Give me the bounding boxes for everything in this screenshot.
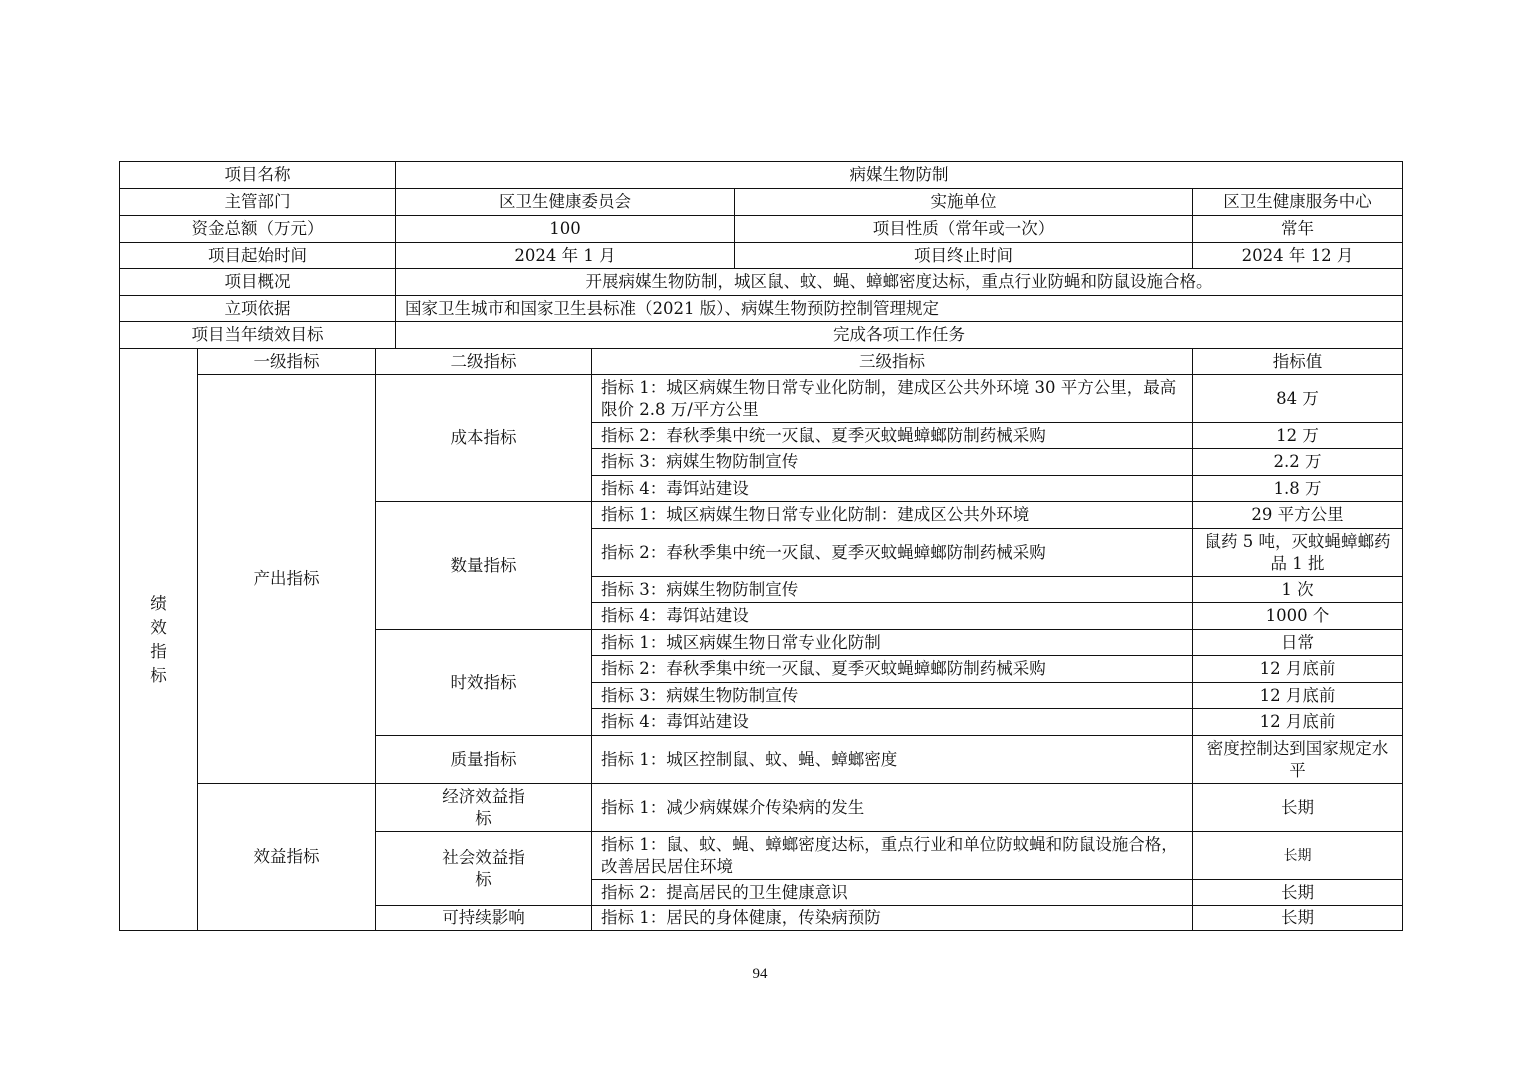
indicator-text: 指标 2：提高居民的卫生健康意识 xyxy=(592,880,1193,906)
indicator-value: 长期 xyxy=(1193,906,1403,931)
quality-indicator-label: 质量指标 xyxy=(376,736,592,784)
indicator-value: 长期 xyxy=(1193,784,1403,832)
indicator-text: 指标 4：毒饵站建设 xyxy=(592,709,1193,736)
impl-label: 实施单位 xyxy=(735,189,1193,216)
indicator-value: 12 月底前 xyxy=(1193,656,1403,683)
basis-row xyxy=(120,296,1403,322)
indicator-value: 密度控制达到国家规定水平 xyxy=(1193,736,1403,784)
dept-value: 区卫生健康委员会 xyxy=(396,189,735,216)
indicator-value: 84 万 xyxy=(1193,375,1403,423)
funds-value: 100 xyxy=(396,216,735,243)
performance-indicator-section-label: 绩效指标 xyxy=(120,349,198,931)
indicator-text: 指标 2：春秋季集中统一灭鼠、夏季灭蚊蝇蟑螂防制药械采购 xyxy=(592,656,1193,683)
indicator-value: 29 平方公里 xyxy=(1193,502,1403,529)
goal-row xyxy=(120,322,1403,349)
col-level3-header: 三级指标 xyxy=(592,349,1193,375)
dept-label: 主管部门 xyxy=(120,189,396,216)
start-value: 2024 年 1 月 xyxy=(396,243,735,269)
project-name-value: 病媒生物防制 xyxy=(396,162,1403,189)
col-value-header: 指标值 xyxy=(1193,349,1403,375)
table-row xyxy=(120,784,1403,832)
indicator-value: 12 月底前 xyxy=(1193,709,1403,736)
funds-row xyxy=(120,216,1403,243)
goal-label: 项目当年绩效目标 xyxy=(120,322,396,349)
indicator-value: 长期 xyxy=(1193,880,1403,906)
basis-value: 国家卫生城市和国家卫生县标准（2021 版）、病媒生物预防控制管理规定 xyxy=(396,296,1403,322)
basis-label: 立项依据 xyxy=(120,296,396,322)
cost-indicator-label: 成本指标 xyxy=(376,375,592,502)
overview-value: 开展病媒生物防制，城区鼠、蚊、蝇、蟑螂密度达标，重点行业防蝇和防鼠设施合格。 xyxy=(396,269,1403,296)
nature-value: 常年 xyxy=(1193,216,1403,243)
project-name-row xyxy=(120,162,1403,189)
nature-label: 项目性质（常年或一次） xyxy=(735,216,1193,243)
overview-row xyxy=(120,269,1403,296)
indicator-text: 指标 3：病媒生物防制宣传 xyxy=(592,577,1193,603)
quantity-indicator-label: 数量指标 xyxy=(376,502,592,630)
indicator-text: 指标 1：减少病媒媒介传染病的发生 xyxy=(592,784,1193,832)
indicator-text: 指标 2：春秋季集中统一灭鼠、夏季灭蚊蝇蟑螂防制药械采购 xyxy=(592,423,1193,449)
indicator-value: 12 月底前 xyxy=(1193,683,1403,709)
indicator-value: 2.2 万 xyxy=(1193,449,1403,476)
end-label: 项目终止时间 xyxy=(735,243,1193,269)
col-level1-header: 一级指标 xyxy=(198,349,376,375)
indicator-text: 指标 1：居民的身体健康，传染病预防 xyxy=(592,906,1193,931)
indicator-text: 指标 2：春秋季集中统一灭鼠、夏季灭蚊蝇蟑螂防制药械采购 xyxy=(592,529,1193,577)
economic-benefit-label: 经济效益指标 xyxy=(376,784,592,832)
timeliness-indicator-label: 时效指标 xyxy=(376,630,592,736)
period-row xyxy=(120,243,1403,269)
benefit-indicator-label: 效益指标 xyxy=(198,784,376,931)
indicator-value: 1 次 xyxy=(1193,577,1403,603)
indicator-text: 指标 4：毒饵站建设 xyxy=(592,476,1193,502)
indicator-value: 鼠药 5 吨，灭蚊蝇蟑螂药品 1 批 xyxy=(1193,529,1403,577)
indicator-value: 日常 xyxy=(1193,630,1403,656)
goal-value: 完成各项工作任务 xyxy=(396,322,1403,349)
project-performance-table xyxy=(119,161,1403,931)
funds-label: 资金总额（万元） xyxy=(120,216,396,243)
indicator-value: 12 万 xyxy=(1193,423,1403,449)
sustainable-impact-label: 可持续影响 xyxy=(376,906,592,931)
indicator-text: 指标 4：毒饵站建设 xyxy=(592,603,1193,630)
indicator-value: 长期 xyxy=(1193,832,1403,880)
indicator-text: 指标 1：鼠、蚊、蝇、蟑螂密度达标，重点行业和单位防蚊蝇和防鼠设施合格，改善居民居住环境 xyxy=(592,832,1193,880)
col-level2-header: 二级指标 xyxy=(376,349,592,375)
indicator-value: 1.8 万 xyxy=(1193,476,1403,502)
indicator-header-row xyxy=(120,349,1403,375)
indicator-value: 1000 个 xyxy=(1193,603,1403,630)
indicator-text: 指标 1：城区控制鼠、蚊、蝇、蟑螂密度 xyxy=(592,736,1193,784)
output-indicator-label: 产出指标 xyxy=(198,375,376,784)
indicator-text: 指标 3：病媒生物防制宣传 xyxy=(592,449,1193,476)
project-name-label: 项目名称 xyxy=(120,162,396,189)
overview-label: 项目概况 xyxy=(120,269,396,296)
department-row xyxy=(120,189,1403,216)
indicator-text: 指标 1：城区病媒生物日常专业化防制：建成区公共外环境 xyxy=(592,502,1193,529)
indicator-text: 指标 1：城区病媒生物日常专业化防制 xyxy=(592,630,1193,656)
impl-value: 区卫生健康服务中心 xyxy=(1193,189,1403,216)
table-row xyxy=(120,375,1403,423)
indicator-text: 指标 3：病媒生物防制宣传 xyxy=(592,683,1193,709)
start-label: 项目起始时间 xyxy=(120,243,396,269)
indicator-text: 指标 1：城区病媒生物日常专业化防制，建成区公共外环境 30 平方公里，最高限价 2.8 万/平方公里 xyxy=(592,375,1193,423)
page-number: 94 xyxy=(752,966,768,982)
end-value: 2024 年 12 月 xyxy=(1193,243,1403,269)
social-benefit-label: 社会效益指标 xyxy=(376,832,592,906)
performance-table-sheet xyxy=(119,161,1402,931)
